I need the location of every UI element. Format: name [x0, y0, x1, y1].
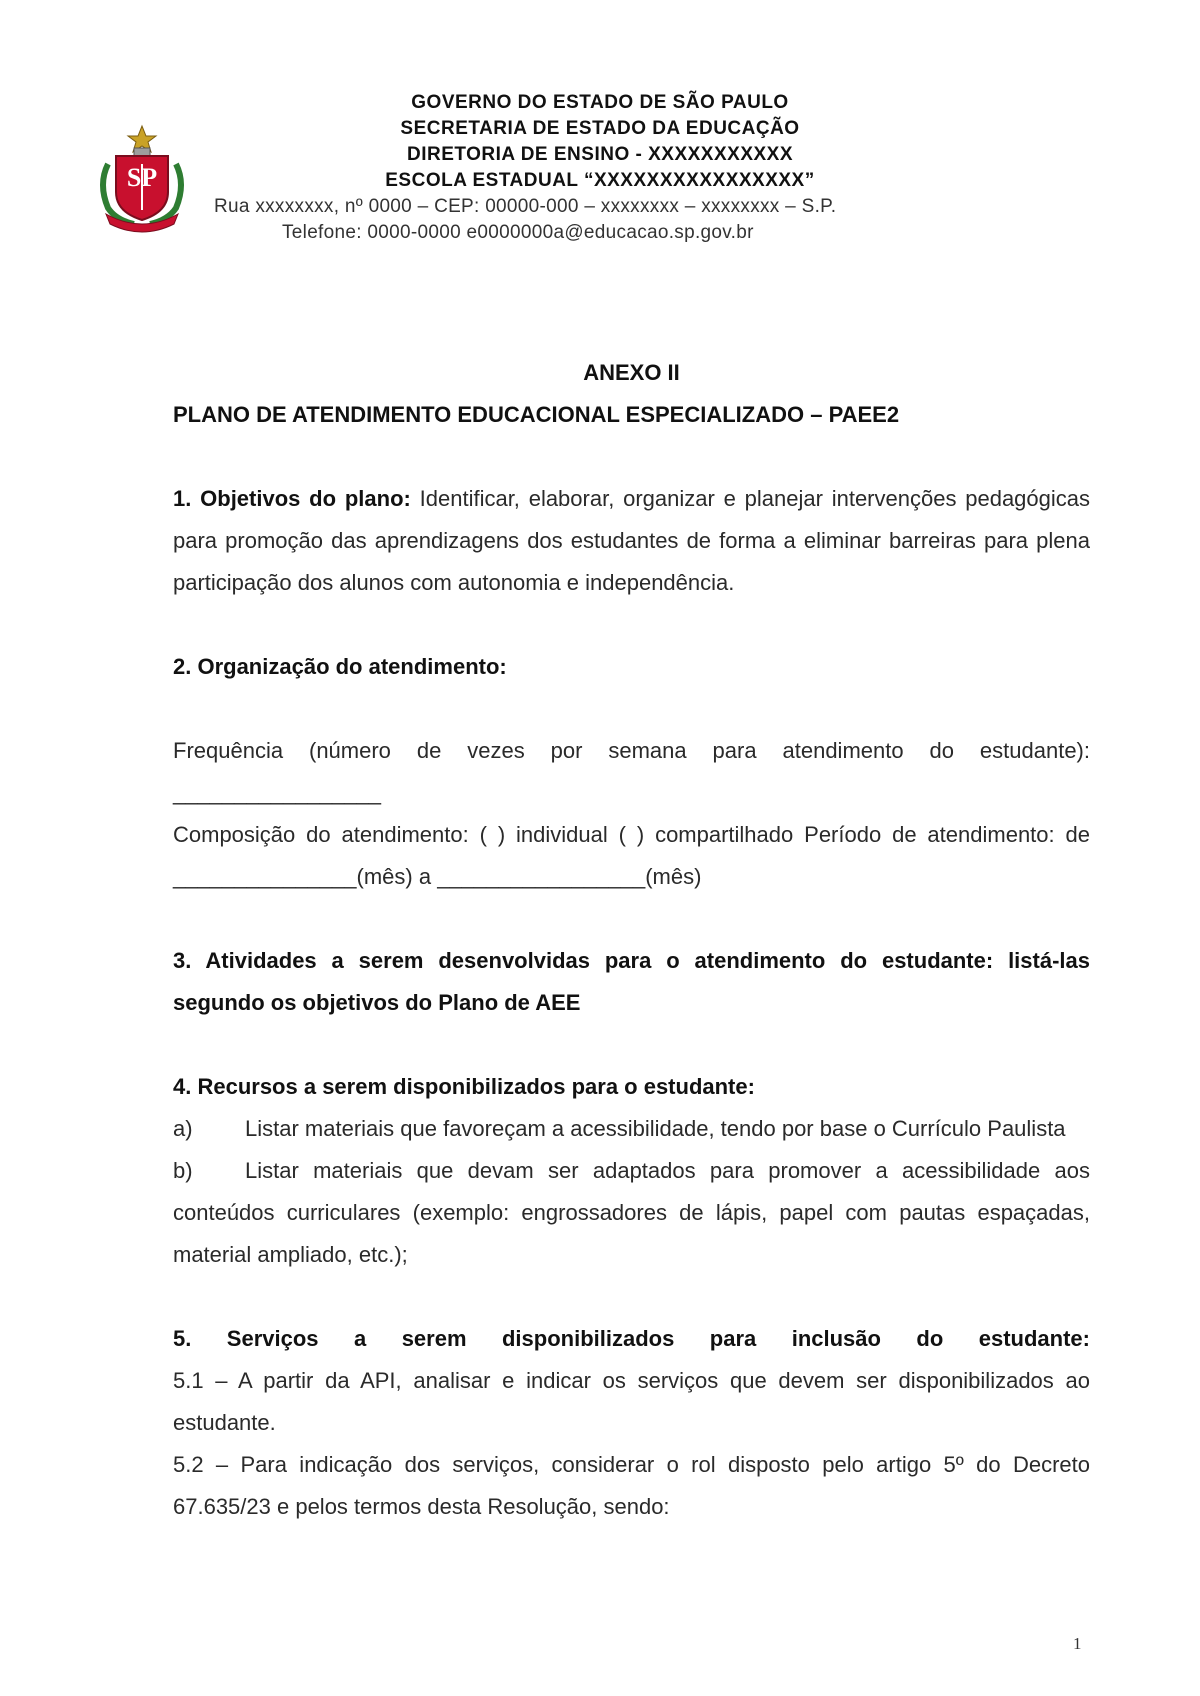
section-4-item-b: [173, 1150, 1090, 1276]
header-directorate: DIRETORIA DE ENSINO - XXXXXXXXXXX: [406, 144, 794, 165]
header-secretariat: SECRETARIA DE ESTADO DA EDUCAÇÃO: [400, 118, 800, 139]
document-body: [173, 352, 1090, 1528]
section-3-heading: 3. Atividades a serem desenvolvidas para o atendimento do estudante: listá-las segundo os objetivos do Plano de AEE: [173, 948, 1090, 1015]
section-4-heading: 4. Recursos a serem disponibilizados para o estudante:: [173, 1074, 755, 1099]
section-1: [173, 478, 1090, 604]
section-2-heading: 2. Organização do atendimento:: [173, 654, 507, 679]
section-1-heading: 1. Objetivos do plano:: [173, 486, 411, 511]
header-address: Rua xxxxxxxx, nº 0000 – CEP: 00000-000 – xxxxxxxx – xxxxxxxx – S.P.: [214, 196, 837, 217]
document-title: PLANO DE ATENDIMENTO EDUCACIONAL ESPECIALIZADO – PAEE2: [173, 402, 900, 427]
annex-title: ANEXO II: [583, 360, 680, 385]
section-5-1: 5.1 – A partir da API, analisar e indicar os serviços que devem ser disponibilizados ao estudante.: [173, 1368, 1090, 1435]
seal-letters: SP: [126, 163, 158, 192]
section-1-text: Identificar, elaborar, organizar e planejar intervenções pedagógicas para promoção das aprendizagens dos estudantes de forma a eliminar barreiras para plena participação dos alunos com autonomia e independência.: [173, 486, 1091, 595]
page-number: 1: [1073, 1634, 1082, 1653]
section-2-frequency: Frequência (número de vezes por semana para atendimento do estudante): _________________: [173, 738, 1090, 805]
item-b-label: b): [173, 1158, 193, 1183]
item-a-label: a): [173, 1116, 193, 1141]
section-4-item-a: [173, 1108, 1090, 1150]
item-b-text: Listar materiais que devam ser adaptados para promover a acessibilidade aos conteúdos curriculares (exemplo: engrossadores de lápis, papel com pautas espaçadas, material ampliado, etc.);: [173, 1158, 1090, 1267]
section-5-2: 5.2 – Para indicação dos serviços, considerar o rol disposto pelo artigo 5º do Decreto 67.635/23 e pelos termos desta Resolução, sendo:: [173, 1452, 1090, 1519]
section-2-composition: Composição do atendimento: ( ) individual ( ) compartilhado Período de atendimento: de _______________(mês) a _________________(mês): [173, 822, 1090, 889]
header-government: GOVERNO DO ESTADO DE SÃO PAULO: [411, 92, 789, 113]
header-contact: Telefone: 0000-0000 e0000000a@educacao.sp.gov.br: [282, 222, 754, 243]
header-school: ESCOLA ESTADUAL “XXXXXXXXXXXXXXXX”: [385, 170, 815, 191]
item-a-text: Listar materiais que favoreçam a acessibilidade, tendo por base o Currículo Paulista: [245, 1116, 1066, 1141]
section-5-heading: 5. Serviços a serem disponibilizados para inclusão do estudante:: [173, 1326, 1090, 1351]
